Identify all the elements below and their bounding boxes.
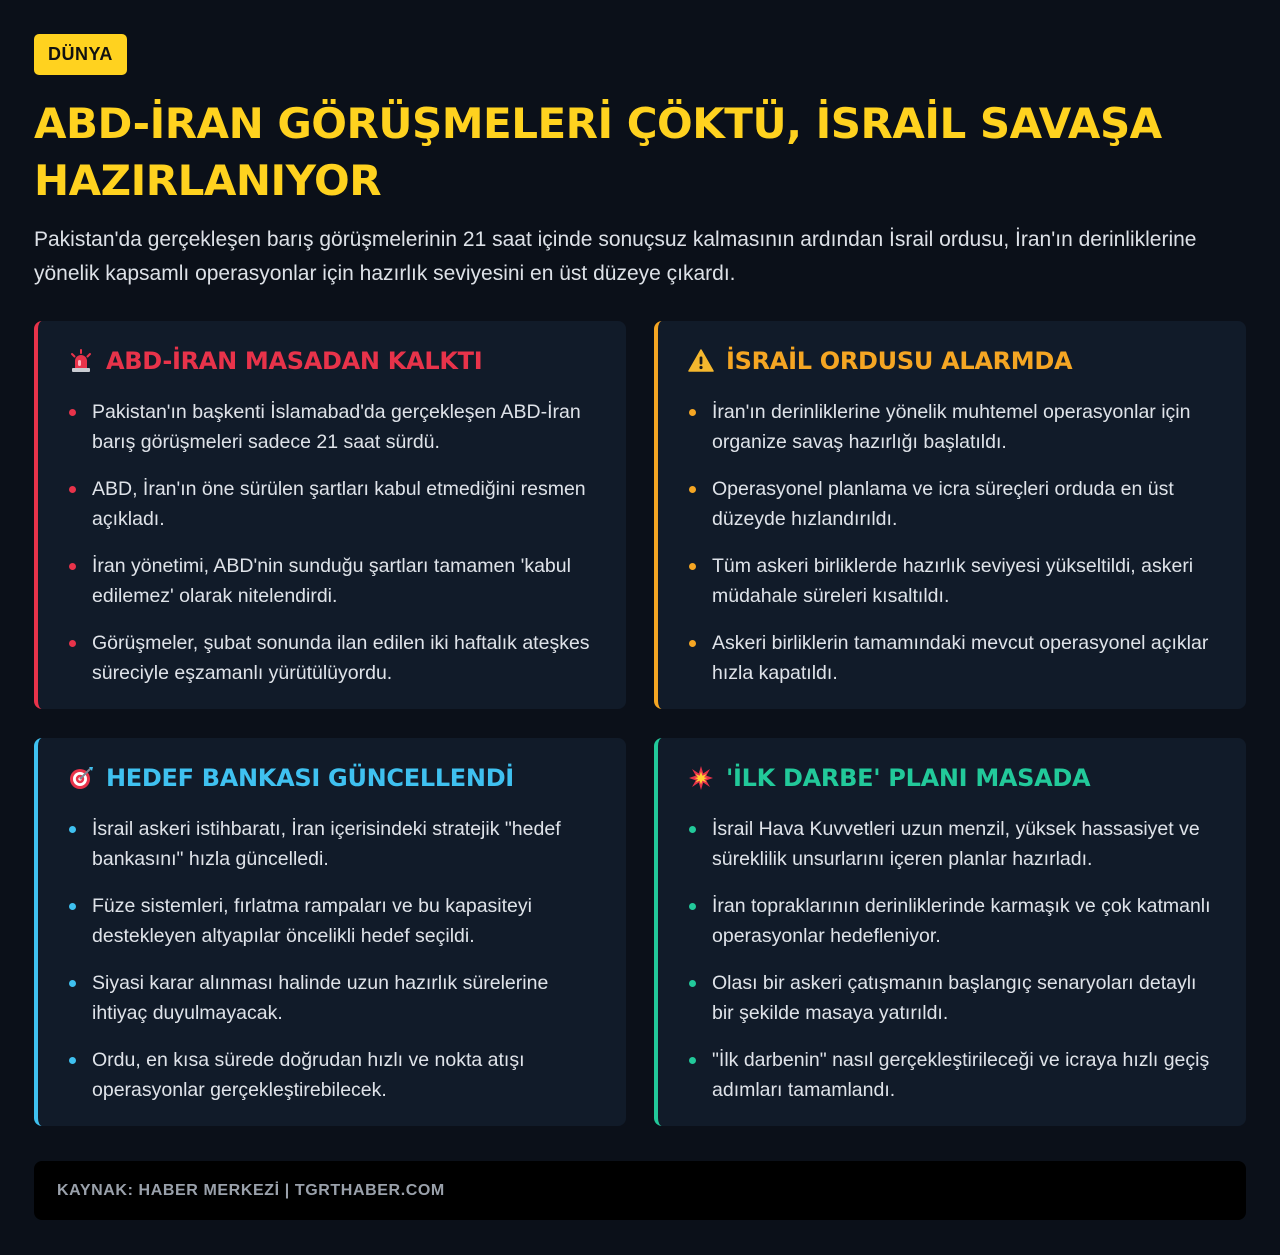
list-item: ABD, İran'ın öne sürülen şartları kabul etmediğini resmen açıkladı. <box>68 474 598 534</box>
bullet-list <box>68 397 598 688</box>
card-title: 'İLK DARBE' PLANI MASADA <box>726 764 1091 792</box>
card-title: HEDEF BANKASI GÜNCELLENDİ <box>106 764 514 792</box>
list-item: Askeri birliklerin tamamındaki mevcut operasyonel açıklar hızla kapatıldı. <box>688 628 1218 688</box>
card-israil-ordusu <box>654 321 1246 709</box>
list-item: Ordu, en kısa sürede doğrudan hızlı ve nokta atışı operasyonlar gerçekleştirebilecek. <box>68 1045 598 1105</box>
target-icon <box>68 765 94 791</box>
list-item: İran'ın derinliklerine yönelik muhtemel operasyonlar için organize savaş hazırlığı başlatıldı. <box>688 397 1218 457</box>
card-header <box>68 760 598 796</box>
source-footer <box>34 1161 1246 1220</box>
siren-icon <box>68 348 94 374</box>
list-item: Füze sistemleri, fırlatma rampaları ve bu kapasiteyi destekleyen altyapılar öncelikli hedef seçildi. <box>68 891 598 951</box>
bullet-list <box>688 397 1218 688</box>
lead-paragraph: Pakistan'da gerçekleşen barış görüşmelerinin 21 saat içinde sonuçsuz kalmasının ardından İsrail ordusu, İran'ın derinliklerine yönelik kapsamlı operasyonlar için hazırlık seviyesini en üst düzeye çıkardı. <box>34 228 1197 285</box>
source-credit: KAYNAK: HABER MERKEZİ | TGRTHABER.COM <box>57 1181 445 1199</box>
list-item: Olası bir askeri çatışmanın başlangıç senaryoları detaylı bir şekilde masaya yatırıldı. <box>688 968 1218 1028</box>
category-tag: DÜNYA <box>34 34 127 75</box>
list-item: Siyasi karar alınması halinde uzun hazırlık sürelerine ihtiyaç duyulmayacak. <box>68 968 598 1028</box>
card-hedef-bankasi <box>34 738 626 1126</box>
list-item: Tüm askeri birliklerde hazırlık seviyesi yükseltildi, askeri müdahale süreleri kısaltıldı. <box>688 551 1218 611</box>
card-title: İSRAİL ORDUSU ALARMDA <box>726 347 1073 375</box>
headline: ABD-İRAN GÖRÜŞMELERİ ÇÖKTÜ, İSRAİL SAVAŞA HAZIRLANIYOR <box>34 99 1162 205</box>
list-item: "İlk darbenin" nasıl gerçekleştirileceği ve icraya hızlı geçiş adımları tamamlandı. <box>688 1045 1218 1105</box>
card-title: ABD-İRAN MASADAN KALKTI <box>106 347 483 375</box>
card-header <box>688 343 1218 379</box>
list-item: İran topraklarının derinliklerinde karmaşık ve çok katmanlı operasyonlar hedefleniyor. <box>688 891 1218 951</box>
explosion-icon <box>688 765 714 791</box>
warning-icon <box>688 348 714 374</box>
card-header <box>68 343 598 379</box>
list-item: İsrail Hava Kuvvetleri uzun menzil, yüksek hassasiyet ve süreklilik unsurlarını içeren planlar hazırladı. <box>688 814 1218 874</box>
card-abd-iran <box>34 321 626 709</box>
list-item: Görüşmeler, şubat sonunda ilan edilen iki haftalık ateşkes süreciyle eşzamanlı yürütülüyordu. <box>68 628 598 688</box>
list-item: Pakistan'ın başkenti İslamabad'da gerçekleşen ABD-İran barış görüşmeleri sadece 21 saat sürdü. <box>68 397 598 457</box>
card-grid <box>34 321 1246 1126</box>
bullet-list <box>688 814 1218 1105</box>
card-header <box>688 760 1218 796</box>
list-item: Operasyonel planlama ve icra süreçleri orduda en üst düzeyde hızlandırıldı. <box>688 474 1218 534</box>
card-ilk-darbe <box>654 738 1246 1126</box>
bullet-list <box>68 814 598 1105</box>
list-item: İran yönetimi, ABD'nin sunduğu şartları tamamen 'kabul edilemez' olarak nitelendirdi. <box>68 551 598 611</box>
list-item: İsrail askeri istihbaratı, İran içerisindeki stratejik "hedef bankasını" hızla güncelledi. <box>68 814 598 874</box>
